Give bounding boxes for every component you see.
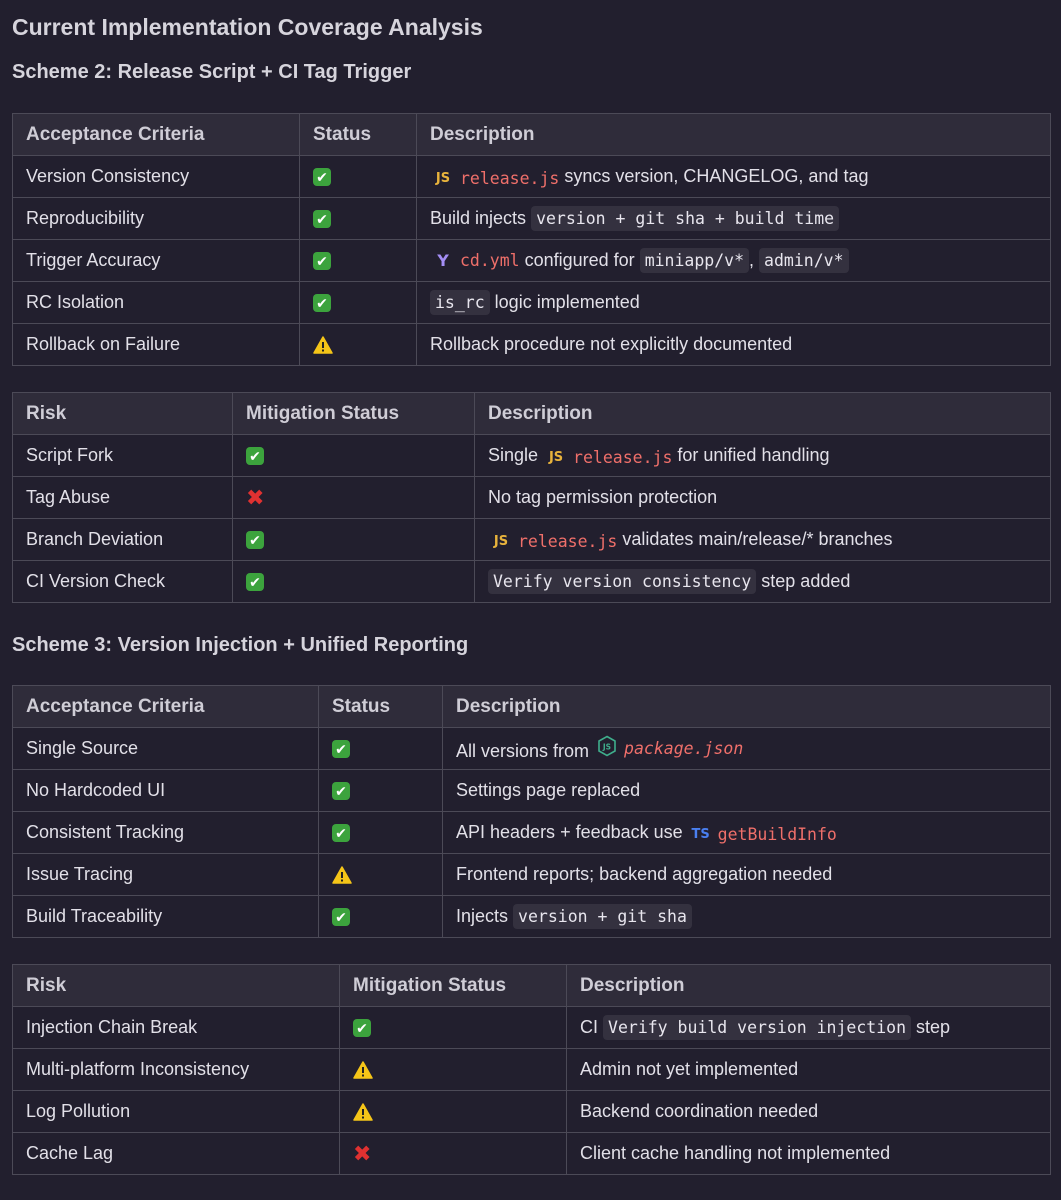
description-text: logic implemented — [489, 292, 640, 312]
table-row — [13, 198, 1051, 240]
check-icon: ✔ — [246, 573, 264, 591]
row-name: Consistent Tracking — [13, 812, 319, 854]
row-description — [443, 770, 1051, 812]
cross-icon: ✖ — [246, 485, 265, 511]
row-status — [300, 282, 417, 324]
description-text: Single — [488, 444, 544, 465]
javascript-icon: JS — [548, 449, 564, 465]
inline-code: Verify version consistency — [488, 569, 756, 594]
row-status — [319, 770, 443, 812]
row-name: Reproducibility — [13, 198, 300, 240]
row-description — [417, 324, 1051, 366]
check-icon: ✔ — [313, 168, 331, 186]
row-status — [340, 1133, 567, 1175]
description-text: , — [749, 250, 760, 270]
check-icon: ✔ — [313, 294, 331, 312]
row-description — [443, 854, 1051, 896]
row-name: CI Version Check — [13, 561, 233, 603]
header-row — [13, 965, 1051, 1007]
table-row — [13, 435, 1051, 477]
check-icon: ✔ — [313, 210, 331, 228]
table-row — [13, 770, 1051, 812]
column-header: Description — [417, 114, 1051, 156]
file-reference[interactable] — [688, 825, 837, 844]
description-text: validates main/release/* branches — [617, 528, 893, 549]
check-icon: ✔ — [332, 908, 350, 926]
row-status — [233, 435, 475, 477]
file-name: release.js — [460, 168, 560, 188]
row-status — [340, 1007, 567, 1049]
description-text: Frontend reports; backend aggregation needed — [456, 864, 833, 884]
table-row — [13, 324, 1051, 366]
check-icon: ✔ — [246, 447, 264, 465]
column-header: Description — [567, 965, 1051, 1007]
file-name: getBuildInfo — [717, 824, 837, 844]
table-row — [13, 728, 1051, 770]
javascript-icon: JS — [435, 170, 451, 186]
typescript-icon: TS — [691, 826, 710, 842]
column-header: Description — [475, 393, 1051, 435]
description-text: Rollback procedure not explicitly documented — [430, 334, 793, 354]
cross-icon: ✖ — [353, 1141, 372, 1167]
warning-icon — [332, 866, 352, 884]
description-text: syncs version, CHANGELOG, and tag — [559, 165, 869, 186]
check-icon: ✔ — [353, 1019, 371, 1037]
table-row — [13, 240, 1051, 282]
inline-code: version + git sha — [513, 904, 692, 929]
file-reference[interactable] — [430, 169, 559, 188]
row-status — [340, 1091, 567, 1133]
row-description — [567, 1007, 1051, 1049]
nodejs-icon — [596, 735, 618, 761]
table-row — [13, 1007, 1051, 1049]
row-name: Issue Tracing — [13, 854, 319, 896]
row-description — [443, 812, 1051, 854]
table-row — [13, 1049, 1051, 1091]
row-description — [475, 561, 1051, 603]
description-text: Build injects — [430, 208, 532, 228]
row-name: Cache Lag — [13, 1133, 340, 1175]
inline-code: is_rc — [430, 290, 490, 315]
check-icon: ✔ — [332, 824, 350, 842]
scheme3-heading: Scheme 3: Version Injection + Unified Reporting — [12, 634, 469, 656]
row-description — [417, 198, 1051, 240]
row-name: Injection Chain Break — [13, 1007, 340, 1049]
row-name: Single Source — [13, 728, 319, 770]
row-description — [443, 896, 1051, 938]
row-description — [567, 1049, 1051, 1091]
column-header: Mitigation Status — [340, 965, 567, 1007]
row-status — [233, 477, 475, 519]
page-title: Current Implementation Coverage Analysis — [12, 14, 483, 40]
table-row — [13, 561, 1051, 603]
scheme3-criteria-table — [12, 685, 1051, 938]
row-status — [233, 519, 475, 561]
description-text: No tag permission protection — [488, 487, 718, 507]
yaml-icon: Y — [437, 251, 449, 270]
file-reference[interactable] — [543, 448, 672, 467]
table-row — [13, 156, 1051, 198]
inline-code: Verify build version injection — [603, 1015, 911, 1040]
row-description — [475, 435, 1051, 477]
table-row — [13, 812, 1051, 854]
file-name: cd.yml — [460, 251, 520, 270]
file-name: package.json — [624, 738, 744, 758]
header-row — [13, 114, 1051, 156]
file-reference[interactable] — [488, 532, 617, 551]
row-description — [417, 156, 1051, 198]
row-description — [475, 519, 1051, 561]
row-status — [233, 561, 475, 603]
description-text: Backend coordination needed — [580, 1101, 819, 1121]
column-header: Risk — [13, 393, 233, 435]
row-name: Multi-platform Inconsistency — [13, 1049, 340, 1091]
table-row — [13, 1091, 1051, 1133]
description-text: CI — [580, 1017, 604, 1037]
file-reference[interactable] — [430, 251, 520, 270]
row-status — [300, 156, 417, 198]
table-row — [13, 477, 1051, 519]
row-status — [319, 812, 443, 854]
row-status — [319, 896, 443, 938]
column-header: Status — [319, 686, 443, 728]
warning-icon — [353, 1103, 373, 1121]
description-text: configured for — [519, 250, 640, 270]
warning-icon — [313, 336, 333, 354]
row-name: Branch Deviation — [13, 519, 233, 561]
header-row — [13, 393, 1051, 435]
row-name: Rollback on Failure — [13, 324, 300, 366]
table-row — [13, 519, 1051, 561]
row-name: Script Fork — [13, 435, 233, 477]
scheme2-heading: Scheme 2: Release Script + CI Tag Trigger — [12, 61, 412, 83]
description-text: Settings page replaced — [456, 780, 641, 800]
row-status — [300, 198, 417, 240]
row-name: Log Pollution — [13, 1091, 340, 1133]
row-name: Trigger Accuracy — [13, 240, 300, 282]
description-text: Client cache handling not implemented — [580, 1143, 891, 1163]
row-status — [340, 1049, 567, 1091]
row-name: Version Consistency — [13, 156, 300, 198]
row-name: Tag Abuse — [13, 477, 233, 519]
warning-icon — [353, 1061, 373, 1079]
column-header: Acceptance Criteria — [13, 114, 300, 156]
file-reference[interactable] — [594, 735, 743, 761]
description-text: Admin not yet implemented — [580, 1059, 799, 1079]
table-row — [13, 282, 1051, 324]
description-text: All versions from — [456, 741, 595, 761]
column-header: Status — [300, 114, 417, 156]
table-row — [13, 896, 1051, 938]
inline-code: miniapp/v* — [640, 248, 749, 273]
row-name: RC Isolation — [13, 282, 300, 324]
file-name: release.js — [518, 531, 618, 551]
header-row — [13, 686, 1051, 728]
row-description — [417, 282, 1051, 324]
row-description — [417, 240, 1051, 282]
scheme3-risks-table — [12, 964, 1051, 1175]
table-row — [13, 854, 1051, 896]
description-text: API headers + feedback use — [456, 821, 688, 842]
svg-text:JS: JS — [602, 742, 612, 752]
check-icon: ✔ — [246, 531, 264, 549]
file-name: release.js — [573, 447, 673, 467]
javascript-icon: JS — [493, 533, 509, 549]
column-header: Description — [443, 686, 1051, 728]
row-description — [567, 1091, 1051, 1133]
row-status — [319, 728, 443, 770]
description-text: Injects — [456, 906, 514, 926]
description-text: step added — [756, 571, 851, 591]
row-status — [300, 324, 417, 366]
row-status — [319, 854, 443, 896]
row-description — [567, 1133, 1051, 1175]
description-text: for unified handling — [672, 444, 830, 465]
check-icon: ✔ — [332, 740, 350, 758]
column-header: Acceptance Criteria — [13, 686, 319, 728]
scheme2-criteria-table — [12, 113, 1051, 366]
scheme2-risks-table — [12, 392, 1051, 603]
inline-code: version + git sha + build time — [531, 206, 839, 231]
column-header: Mitigation Status — [233, 393, 475, 435]
row-name: Build Traceability — [13, 896, 319, 938]
row-description — [443, 728, 1051, 770]
description-text: step — [911, 1017, 951, 1037]
inline-code: admin/v* — [759, 248, 848, 273]
row-name: No Hardcoded UI — [13, 770, 319, 812]
column-header: Risk — [13, 965, 340, 1007]
check-icon: ✔ — [332, 782, 350, 800]
row-description — [475, 477, 1051, 519]
table-row — [13, 1133, 1051, 1175]
row-status — [300, 240, 417, 282]
check-icon: ✔ — [313, 252, 331, 270]
